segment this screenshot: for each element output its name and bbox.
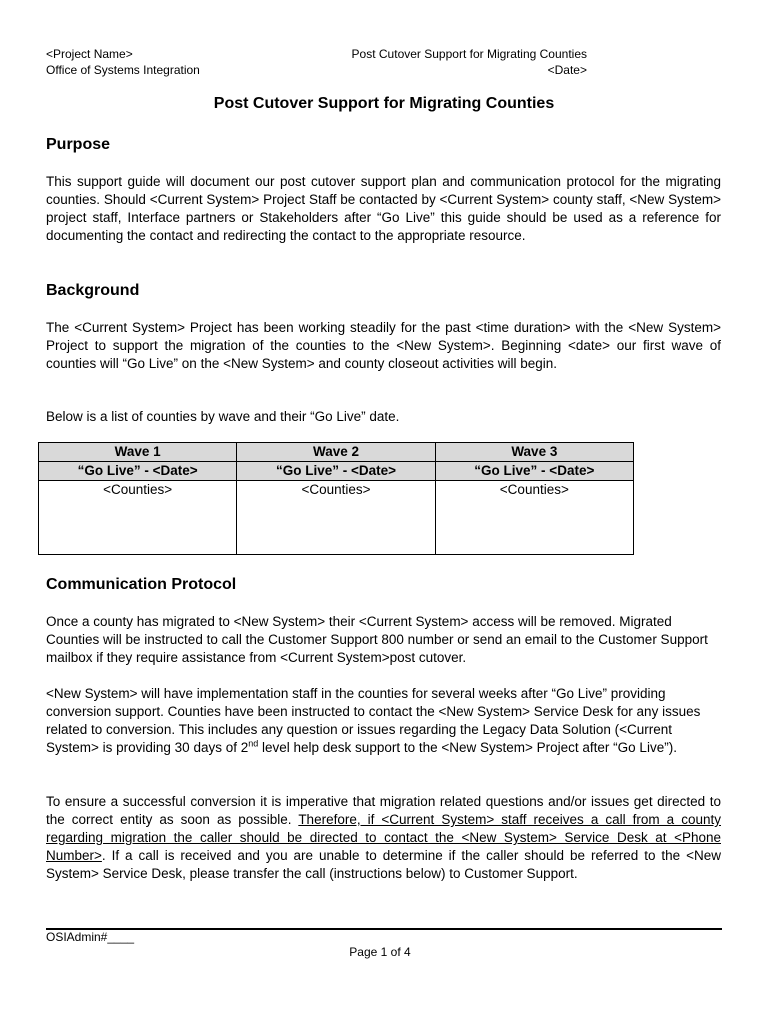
header-doc-title: Post Cutover Support for Migrating Counties	[351, 47, 587, 61]
waves-table	[38, 442, 634, 555]
office-name: Office of Systems Integration	[46, 63, 200, 77]
page-header-right	[320, 46, 587, 78]
wave-3-golive: “Go Live” - <Date>	[435, 462, 633, 481]
wave-2-counties: <Counties>	[237, 481, 435, 555]
paragraph-2-text: <New System> will have implementation staff in the counties for several weeks after “Go Live” providing conversion support. Counties have been instructed to contact the <New System> Service Desk for any issues related to conversion. This includes any question or issues regarding the Legacy Data Solution (<Current System> is providing 30 days of 2	[46, 686, 701, 755]
background-paragraph: The <Current System> Project has been working steadily for the past <time duration> with the <New System> Project to support the migration of the counties to the <New System>. Beginning <date> our first wave of counties will “Go Live” on the <New System> and county closeout activities will begin.	[46, 320, 721, 371]
footer-admin-number: OSIAdmin#____	[46, 930, 135, 944]
wave-2-header: Wave 2	[237, 443, 435, 462]
footer-divider	[46, 928, 722, 930]
project-name: <Project Name>	[46, 47, 133, 61]
table-header-row	[39, 443, 634, 462]
wave-3-header: Wave 3	[435, 443, 633, 462]
communication-heading: Communication Protocol	[46, 576, 237, 593]
header-date: <Date>	[547, 63, 587, 77]
document-title: Post Cutover Support for Migrating Counties	[213, 95, 555, 112]
paragraph-3-text: To ensure a successful conversion it is imperative that migration related questions and/or issues get directed to the correct entity as soon as possible.	[46, 794, 721, 827]
purpose-paragraph: This support guide will document our post cutover support plan and communication protocol for the migrating counties. Should <Current System> Project Staff be contacted by <Current System> county staff, <New System> project staff, Interface partners or Stakeholders after “Go Live” this guide should be used as a reference for documenting the contact and redirecting the contact to the appropriate resource.	[46, 174, 721, 243]
paragraph-2-text-end: level help desk support to the <New System> Project after “Go Live”).	[258, 740, 677, 755]
page-number: Page 1 of 4	[349, 945, 411, 959]
communication-paragraph-3	[46, 793, 721, 883]
wave-3-counties: <Counties>	[435, 481, 633, 555]
communication-paragraph-1: Once a county has migrated to <New System> their <Current System> access will be removed. Migrated Counties will be instructed to call the Customer Support 800 number or send an email to the Customer Support mailbox if they require assistance from <Current System>post cutover.	[46, 614, 708, 665]
purpose-heading: Purpose	[46, 136, 111, 153]
wave-1-counties: <Counties>	[39, 481, 237, 555]
table-golive-row	[39, 462, 634, 481]
page-header-left	[46, 46, 200, 78]
wave-1-golive: “Go Live” - <Date>	[39, 462, 237, 481]
paragraph-3-underlined: Therefore, if <Current System> staff receives a call from a county regarding migration the caller should be directed to contact the <New System> Service Desk at <Phone Number>	[46, 812, 721, 863]
wave-list-intro: Below is a list of counties by wave and their “Go Live” date.	[46, 409, 400, 424]
wave-2-golive: “Go Live” - <Date>	[237, 462, 435, 481]
wave-1-header: Wave 1	[39, 443, 237, 462]
table-counties-row	[39, 481, 634, 555]
communication-paragraph-2	[46, 685, 721, 757]
paragraph-3-text-end: . If a call is received and you are unable to determine if the caller should be referred to the <New System> Service Desk, please transfer the call (instructions below) to Customer Support.	[46, 848, 721, 881]
ordinal-suffix: nd	[248, 738, 259, 749]
background-heading: Background	[46, 282, 140, 299]
